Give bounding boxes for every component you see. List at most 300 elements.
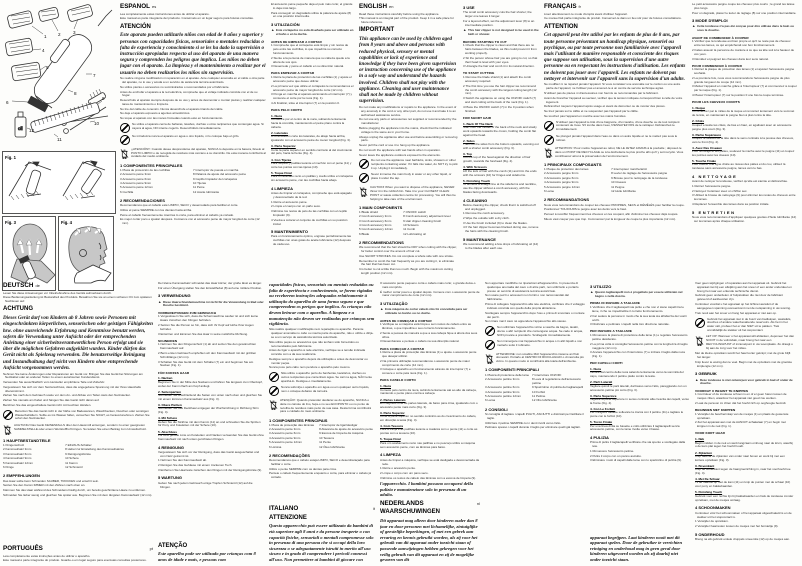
list-item: 3 Coloque o aparelho em funcionamento através do interruptor (7) e comece o corte pela nuca (Fig. 1). <box>380 367 471 376</box>
numbered-section-text: Para un acabado recto en patillas y cuello utilice el cortapelos sin accesorio peine, con las cuchillas hacia abajo. <box>271 174 354 183</box>
list-item: Diese Bedienungsanleitung ist Bestandteil des Produkts. Bewahren Sie sie an einem sicheren Ort zum späteren Nachlesen auf. <box>3 295 152 304</box>
col-english-2 <box>463 3 539 279</box>
before-cutting-heading: VORBEREITUNGEN ZUM GEBRAUCH <box>158 310 217 315</box>
list-item: No toque el aparato con las manos húmedas cuando esté en funcionamiento. <box>120 116 224 121</box>
numbered-section-text: Beginnen Sie in der Mitte des Nackens und fahren Sie langsam zum Oberkopf, wobei der Kamm flach am Kopf anliegt. <box>158 379 263 388</box>
cleaning-steps <box>590 441 690 464</box>
prohibition-text: Gebruik het apparaat niet in de buurt van badkuipen, wastafels, douches of andere waterbevattende reservoirs. Als het in het water valt, probeer het er dan NIET uit te pakken. Trek onmiddellijk de stekker uit het stopcontact. <box>707 316 792 333</box>
col-portuguese-2 <box>380 282 480 564</box>
use-heading: 3 MODE D'EMPLOI <box>692 18 728 24</box>
numbered-section-text: Cut the top of the head against the direction of hair growth, towards the forehead (Fig. 4). <box>463 155 531 164</box>
list-item: Utilize o pente SEMPRE com os dentes para cima. <box>269 466 337 471</box>
intro-notes <box>3 292 153 305</box>
numbered-section-title: 5. Abschluss <box>158 429 177 434</box>
list-item: 1 Nehmen Sie den Kammaufsatz ab. <box>158 458 208 463</box>
safety-notes <box>544 83 687 119</box>
recommendations-heading: 2 EMPFEHLUNGEN <box>3 473 40 479</box>
numbered-section-title: 3. Parte Superior <box>380 410 405 415</box>
cleaning-heading: 4 NETTOYAGE <box>692 174 738 180</box>
list-item: Nehmen Sie keine Änderungen oder Reparaturen am Gerät vor. Bringen Sie das Gerät bei Störungen am Netzkabel oder an anderen Teilen zu einem autorisierten Kundendienst. <box>3 371 143 380</box>
cleaning-heading: 4 LIMPEZA <box>380 452 401 458</box>
numbered-section-title: 4. Con Tijeras <box>271 157 292 162</box>
list-item: Vergewissern Sie sich vor dem Netzanschluss, dass die angegebene Spannung mit der Ihres Haushalts übereinstimmt. <box>3 384 141 393</box>
before-cutting-heading: AVANT DE COMMENCER À COUPER <box>692 35 749 40</box>
list-item: 8 Leva di regolazione dell'accessorio pettine <box>532 376 581 385</box>
list-item: Controleer vóór het schoonmaken of het apparaat uitgeschakeld is en de stekker uit het stopcontact is. <box>695 510 792 519</box>
components-list <box>120 169 266 195</box>
list-item: 12 Olio lubrificante <box>532 398 557 403</box>
col-dutch-1 <box>695 282 795 564</box>
numbered-section <box>590 394 690 406</box>
numbered-section-title: 4. Met De Schaar <box>695 477 720 482</box>
numbered-section-title: 1. Back Of The Neck <box>463 121 493 126</box>
warning-paragraph-continued: l'apparecchio. I bambini possono occuparsi della pulizia e manutenzione solo in presenza di un adulto. <box>380 481 473 498</box>
numbered-section-text: Corte a parte superior no sentido contrário ao do crescimento do cabelo, em direcção à testa (Fig. 4). <box>380 414 477 422</box>
list-item: 2 Accesorio peine 3mm <box>120 172 152 177</box>
intro-notes <box>120 13 266 22</box>
use-heading: 3 GEBRUIK <box>695 371 717 377</box>
list-item: 4 Vuelva a colocar el conjunto de cuchillas en su posición inicial. <box>271 217 348 226</box>
before-cutting-heading: BEFORE STARTING TO CUT <box>463 39 507 44</box>
warning-paragraph-continued: apparaat begrijpen. Laat kinderen nooit met dit apparaat spelen. Door de gebruiker te verrichten reiniging en onderhoud mag in geen geval door kinderen uitgevoerd worden als zij daarbij niet onder toezicht staan. <box>590 534 682 562</box>
list-item: 11 Peigne <box>611 184 625 189</box>
numbered-section <box>271 144 354 156</box>
prohibition-note <box>485 340 585 350</box>
short-hair-heading: PARA PELO CORTO <box>271 108 303 112</box>
numbered-section-text: Para um acabamento recto nas patilhas e no pescoço utilize a máquina sem acessório pente, com as lâminas para baixo. <box>380 440 476 449</box>
before-cutting-heading: PRIMA DI INIZIARE A TAGLIARE <box>590 301 641 306</box>
list-item: Ziehen Sie niemals am Kabel und hängen Sie das Gerät nicht daran auf. <box>3 398 100 403</box>
list-item: Vergewissern Sie sich vor der Reinigung, dass das Gerät ausgeschaltet und vom Netz getrennt ist. <box>158 449 260 458</box>
language-header-en <box>359 3 458 11</box>
col-spanish-2 <box>271 3 354 279</box>
list-item: This manual is an integral part of the product. Keep it in a safe place for future reference. <box>359 16 454 25</box>
list-item: 2 Na primeira utilização recomendamos o acessório pente de maior comprimento de corte (12 mm). <box>380 358 470 367</box>
prohibition-note <box>359 159 458 171</box>
clipper-drawing <box>27 10 112 112</box>
use-note-text: Questo tagliacapelli non è progettato per essere utilizzato nel bagno o nella doccia. <box>594 290 683 299</box>
start-cutting-steps <box>463 76 539 114</box>
list-item: 9 Escova de limpeza da máquina <box>319 431 364 436</box>
numbered-section-title: 3. Bovenkant <box>695 463 715 468</box>
start-cutting-steps <box>158 343 264 369</box>
figure-3-drawing <box>3 217 55 285</box>
list-item: 7 ON/OFF switch <box>403 209 427 214</box>
list-item: 12 Schmieröl <box>65 465 83 470</box>
list-item: 2 La première fois, nous vous recommandons l'accessoire peigne de plus grande longueur de coupe (12 mm). <box>692 75 790 84</box>
warning-heading: IMPORTANT <box>359 27 395 34</box>
numbered-section-text: Til de haarlok op met de kam (11) en knip de punten met de schaar (10) voor pony en bakkebaarden. <box>695 480 791 489</box>
numbered-section <box>158 376 264 388</box>
numbered-section-title: 5. Toque Final <box>271 170 292 175</box>
list-item: 3 Eliminare i resti di capelli dalle lame con lo spazzolino di pulizia (9). <box>590 458 682 463</box>
cleaning-steps <box>158 451 264 474</box>
use-warning-note <box>271 29 354 37</box>
list-item: 2 Accessoire peigne 3mm <box>544 171 579 176</box>
list-item: Use SHORT STROKES. Do not complete a whole side with one stroke. <box>359 253 454 258</box>
numbered-section-text: Commencez par le milieu de la nuque et remontez lentement vers le sommet de la tête, en maintenant le peigne bien à plat contre la tête. <box>692 109 795 118</box>
list-item: 10 Tijeras <box>192 180 206 185</box>
prohibition-note <box>359 173 458 183</box>
components-heading: 1 PRINCIPAUX COMPOSANTS <box>544 161 602 167</box>
prohibition-text: Não utilize o aparelho perto de banheiras, lavatórios, duches ou outros recipientes que contenham água. Se cair na água, NÃO tente apanhá-lo. Desligue-o imediatamente. <box>281 371 373 384</box>
list-item: 2 Reinigen Sie das Gehäuse mit einem trockenen Tuch. <box>158 463 233 468</box>
numbered-section-title: 2. Côtés <box>692 119 705 124</box>
weee-text: ACHTUNG! Das Gerät KEINESFALLS über den Hausmüll entsorgen, sondern zu einer geeigneten SAMMELSTELLE oder einem Wertstoffhof bringen. So leisten Sie einen Beitrag zum Umweltschutz. <box>14 422 147 431</box>
list-item: Setzen Sie den Kamm IMMER mit den Zähnen nach oben an. <box>3 483 86 488</box>
components-heading: 1 HAUPTBESTANDTEILE <box>3 437 51 443</box>
list-item: 1 Rimuovere l'accessorio pettine. <box>590 449 635 454</box>
before-cutting-steps <box>158 315 264 337</box>
list-item: 4 If the hair clipper becomes blocked during use, remove the hairs with the cleaning brush. <box>463 225 539 234</box>
list-item: 1 Retire o acessório pente. <box>380 466 416 471</box>
list-item: 2 Far sedere la persona in modo che la sua testa sia all'altezza dei vostri occhi. <box>590 313 687 322</box>
short-hair-heading: FÜR KURZES HAAR <box>158 370 190 375</box>
language-code: en <box>389 4 394 9</box>
col-italian-2 <box>590 282 690 564</box>
prohibition-text: No introduzca nunca el aparato en agua u otro líquido, ni lo coloque bajo el grifo. <box>132 134 240 139</box>
continuation-notes <box>463 11 539 28</box>
numbered-section <box>271 114 354 130</box>
recommendations-list <box>485 413 585 431</box>
list-item: 1 Placca di protezione delle lame <box>485 372 530 377</box>
list-item: 3 Districare e pettinare i capelli nella loro direzione naturale. <box>590 322 670 327</box>
list-item: 1 Retirez la plaque de protection des lames (1) et ajustez l'accessoire peigne souhaité. <box>692 67 795 76</box>
list-item: 2 Verwijder haarresten tussen de mesjes met het borsteltje (9). <box>695 523 779 528</box>
list-item: N'utilisez pas de pièces ni d'accessoires non fournis ou recommandés par le fabricant. <box>544 91 659 96</box>
short-hair-sections <box>463 120 539 195</box>
language-header-pt <box>3 545 153 553</box>
numbered-section-text: Gebruik voor een rechte lijn bij bakkebaarden en hals de tondeuse zonder opzetkam, met de mesjes omlaag. <box>695 493 794 502</box>
no-water-icon <box>544 121 554 131</box>
short-hair-heading: FOR SHORT HAIR <box>463 115 492 120</box>
list-item: Débranchez toujours l'appareil après usage et avant de démonter ou de monter des pièces. <box>544 104 666 109</box>
list-item: No realice ninguna modificación ni reparación en el aparato. Ante cualquier anomalía en el cable u otra parte del aparato, no lo use y acuda a un servicio de asistencia técnica autorizado. <box>120 76 265 85</box>
continuation-notes <box>380 282 480 299</box>
warning-paragraph: Dieses Gerät darf von Kindern ab 8 Jahren sowie Personen mit eingeschränkten körperlichen, sensorischen oder geistigen Fähigkeiten bzw. ohne ausreichende Erfahrung und Kenntnisse benutzt werden, sofern die Verwendung unter Aufsicht oder der entsprechenden Anleitung einer sicherheitsverantwortlichen Person erfolgt und sie über die möglichen Gefahren aufgeklärt wurden. Kinder dürfen das Gerät nicht als Spielzeug verwenden. Die benutzerseitige Reinigung und Instandhaltung darf nicht von Kindern ohne entsprechende Aufsicht vorgenommen werden. <box>3 315 153 371</box>
callout-3: 3 <box>73 30 76 35</box>
list-item: 7 EIN/AUS-Schalter <box>65 443 92 448</box>
list-item: 3 Entfernen Sie Haarreste zwischen den Klingen mit der Reinigungsbürste (9). <box>158 467 263 472</box>
numbered-section-text: Corte la parte superior en sentido contrario al del crecimiento del pelo, hacia la frente (Fig. 4). <box>271 147 353 156</box>
list-item: 2 Limpe o corpo com um pano seco. <box>380 470 429 475</box>
recommendations-heading: 2 CONSIGLI <box>485 406 508 412</box>
numbered-section <box>590 420 690 432</box>
list-item: Do not use any parts or accessories not supplied or recommended by the manufacturer. <box>359 117 457 126</box>
list-item: Non tirare mai il cavo né appendere l'apparecchio allo stesso. <box>485 319 567 324</box>
callout-10: 10 <box>94 121 100 126</box>
numbered-section-title: 5. Finishing Touch <box>463 178 491 183</box>
figure-3-label: Fig. 3 <box>5 220 16 225</box>
numbered-section-text: Tagliare quindi le parti laterali, dal basso verso l'alto, pareggiando con un accessorio pettine più corto (Fig. 3). <box>590 383 687 392</box>
warning-heading: WAARSCHUWINGEN <box>380 509 440 516</box>
numbered-section-title: 3. Top <box>463 152 472 157</box>
list-item: Utilice el peine SIEMPRE con los dientes hacia arriba. <box>120 207 193 212</box>
list-item: Nunca puxe pelo cabo nem pendure o aparelho pelo mesmo. <box>269 365 351 370</box>
list-item: Gebruik geen onderdelen of hulpstukken die niet door de fabrikant geleverd of aanbevolen zijn. <box>695 293 783 302</box>
list-item: 1 Retire a placa de protecção das lâminas (1) e ajuste o acessório pente que desejar utilizar. <box>380 350 477 359</box>
list-item: 11 Kamm <box>65 460 78 465</box>
use-note-text: Diese Haarschneidemaschine ist nicht für die Verwendung in Bad oder Dusche bestimmt. <box>162 299 264 308</box>
portuguese-warning-start <box>158 541 264 564</box>
no-immersion-icon <box>485 340 495 350</box>
start-cutting-heading: PARA COMEÇAR A CORTAR <box>380 346 425 351</box>
numbered-section-title: 3. Obere Partien <box>158 403 182 407</box>
prohibition-text: Never immerse the main body in water or any other liquid, or place it under the tap. <box>371 172 452 181</box>
recommendations-heading: 2 RECOMENDACIONES <box>120 198 165 204</box>
list-item: Voer geen wijzigingen of reparaties aan het apparaat uit. Gebruik het apparaat niet bij een afwijking aan het snoer of een ander onderdeel en breng het naar een erkende technische dienst. <box>695 282 792 293</box>
numbered-section <box>380 411 480 423</box>
weee-note <box>695 335 795 351</box>
warning-paragraph: Dit apparaat mag alleen door kinderen ouder dan 8 jaar en door personen met lichamelijke, zintuiglijke of geestelijke beperkingen, of met een gebrek aan ervaring en kennis gebruikt worden, als zij voor het gebruik van dit apparaat onder toezicht staan of passende aanwijzingen hebben gekregen voor het veilig gebruik van dit apparaat en zij de mogelijke gevaren van dit <box>380 518 478 563</box>
language-header-nl <box>380 500 480 508</box>
list-item: Nous vous recommandons d'appliquer quelques gouttes d'huile lubrifiante (12) sur les lames après chaque utilisation. <box>692 214 797 223</box>
safety-notes <box>269 328 375 371</box>
list-item: Pensez à recoiffer fréquemment les cheveux en les coupant, afin d'éliminer les cheveux déjà coupés. <box>544 211 679 216</box>
list-item: Scollegare sempre l'apparecchio dopo l'uso e prima di smontare o montare dei pezzi. <box>485 310 585 319</box>
bottom-language-columns <box>3 282 795 564</box>
numbered-section-title: 1. Nuque <box>692 106 706 111</box>
no-immersion-icon <box>269 386 279 396</box>
numbered-section <box>158 430 264 442</box>
figure-4-panel <box>58 216 114 291</box>
list-item: Recomendamos que o cabelo esteja LIMPO, SECO e desembaraçado para facilitar o corte. <box>269 458 370 467</box>
start-cutting-steps <box>692 68 797 98</box>
list-item: Leia completamente estas instruções antes de utilizar o aparelho. <box>3 553 91 558</box>
before-cutting-steps <box>271 44 354 70</box>
recommendations-list <box>3 480 153 499</box>
numbered-section <box>158 403 264 415</box>
list-item: Breng na elk gebruik enkele druppels smeerolie (12) op de mesjes aan. <box>695 536 790 541</box>
numbered-section-text: Coupez ensuite les côtés, de bas en haut, en égalisant avec un accessoire peigne plus court (Fig. 3). <box>692 122 792 131</box>
weee-text: CAUTION! When you want to dispose of the appliance, NEVER throw it in the rubbish bin. Take it to your CLOSEST CLEAN POINT or waste collection centre for processing. You will thus be helping to take care of the environment. <box>370 184 456 201</box>
col-spanish-1 <box>120 3 266 279</box>
short-hair-sections <box>695 436 795 503</box>
intro-notes <box>359 13 458 26</box>
list-item: The small comb accessory cuts the hair shorter; the larger one leaves it longer. <box>463 10 532 19</box>
list-item: No tire del cable de conexión. Nunca desenchufe el aparato tirando del cable. <box>120 106 224 111</box>
numbered-section-title: 3. Parte Superiore <box>590 393 617 398</box>
use-heading: 3 UTILIZACIÓN <box>271 22 300 28</box>
components-list <box>3 444 153 470</box>
use-warning-note <box>158 301 264 309</box>
warning-heading: ATTENTION <box>544 23 578 30</box>
list-item: Never pull the cord or use it to hang up the appliance. <box>359 143 431 148</box>
numbered-section-title: 2. Parti Laterali <box>590 380 613 385</box>
numbered-section-title: 5. Tocco Finale <box>590 420 613 425</box>
list-item: 3 Avviare l'apparecchio con l'interruttore (7) e iniziare il taglio dalla nuca (Fig. 1). <box>590 350 685 359</box>
language-header-de <box>3 282 153 290</box>
list-item: 4 Accessoire peigne 9mm <box>544 180 579 185</box>
language-header-fr <box>544 3 687 11</box>
list-item: 3 Utilisez la brosse de nettoyage (9) pour éliminer les restes de cheveux entre les lames. <box>692 193 796 202</box>
list-item: 5 Comb accessory 12mm <box>359 227 394 232</box>
list-item: 4 Al finalizar, sitúe el interruptor (7) en la posición 0. <box>271 100 340 105</box>
numbered-section <box>463 179 539 195</box>
warning-triangle-icon: ▲ <box>271 28 275 33</box>
numbered-section-text: Para a franja e as patilhas levante a madeixa com o pente (11) e corte as pontas com a tesoura (10). <box>380 427 478 436</box>
numbered-section-title: 4. Avec Des Ciseaux <box>692 145 722 150</box>
list-item: Ne modifiez ni ne réparez jamais l'appareil. Si vous constatez une anomalie sur le cordon ou une autre partie de l'appareil, ne l'utilisez pas et amenez-le à un centre de service technique agréé. <box>544 82 681 91</box>
list-item: Do not make any modifications or repairs to the appliance. In the event of any anomaly in the cord or any other part, do not use it and take it to an authorised assistance service. <box>359 104 457 117</box>
list-item: Positionnez TOUJOURS le peigne avec les dents vers le haut. <box>544 207 627 212</box>
use-note-text: Este cortapelos no está diseñado para ser utilizado en el baño o en la ducha. <box>275 28 354 37</box>
illustration-column <box>2 4 116 291</box>
list-item: 1 Klingenschutz <box>3 443 25 448</box>
maintenance-notes <box>463 243 539 252</box>
list-item: Remember to comb the hair frequently as you are cutting it, to eliminate the hair that has been cut. <box>359 258 455 267</box>
figure-3-panel <box>2 216 56 291</box>
list-item: Ziehen Sie nach dem Gebrauch sowie vor dem An- und Abbau von Teilen stets den Netzstecker. <box>3 393 131 398</box>
numbered-section-text: Para flequillo y patillas levante el mechón con el peine (11) y corte las puntas con las tijeras (10). <box>271 160 352 169</box>
portuguese-section-start <box>3 545 153 564</box>
weee-note <box>485 353 585 365</box>
numbered-section-text: Für eine gerade Linie an Koteletten und Nacken verwenden Sie das Gerät ohne Kammaufsatz mit nach unten gerichteten Klingen. <box>158 432 264 441</box>
list-item: 3 Elimine los restos de pelo de las cuchillas con el cepillo limpiador (9). <box>271 209 348 217</box>
list-item: 3 Entwirren und kämmen Sie das Haar in seine natürliche Richtung. <box>158 331 249 336</box>
list-item: 6 Blade <box>359 231 370 236</box>
dutch-section-start <box>380 481 480 564</box>
cleaning-heading: 4 REINIGUNG <box>158 444 185 450</box>
numbered-section <box>695 477 795 489</box>
numbered-section-title: 5. Toque Final <box>380 437 401 442</box>
list-item: 1 Plaque de protection des lames <box>544 167 589 172</box>
numbered-section-text: Schneiden Sie anschließend die Seiten von unten nach oben und gleichen Sie mit einem kürzeren Kammaufsatz aus (Fig. 3). <box>158 393 263 401</box>
language-name: ITALIANO <box>269 504 299 512</box>
numbered-section <box>380 398 480 410</box>
numbered-section-title: 3. Parte Superior <box>271 144 296 149</box>
before-cutting-steps <box>695 393 795 406</box>
cleaning-steps <box>380 459 480 482</box>
list-item: 9 Cepillo limpiador del cortapelos <box>192 176 238 181</box>
list-item: Ne tirez jamais sur le câble et ne suspendez pas l'appareil par le câble. <box>544 109 639 113</box>
callout-1: 1 <box>44 34 47 39</box>
list-item: Met de kleine opzetkam wordt het haar korter geknipt; met de grote blijft het langer. <box>695 351 791 360</box>
continuation-notes <box>692 3 797 16</box>
list-item: Para conseguir un degradado utilice la palanca de ajuste (8) en una posición intermedia. <box>271 10 352 19</box>
list-item: 1 Nehmen Sie den Klingenschutz (1) ab und setzen Sie den gewünschten Kammaufsatz auf. <box>158 342 257 351</box>
list-item: 8 Comb accessory adjustment lever <box>403 214 451 219</box>
use-note-text: Deze tondeuse is niet ontworpen voor gebruik in bad of onder de douche. <box>699 377 793 386</box>
numbered-section-title: 5. Finishing Touch <box>695 490 723 495</box>
no-water-icon <box>3 410 13 420</box>
recommendations-heading: 2 RECOMMANDATIONS <box>544 197 590 203</box>
list-item: 3 Untangle the hair and comb it in its natural direction. <box>463 64 535 69</box>
list-item: Le petit accessoire peigne coupe les cheveux plus courts ; le grand les laisse plus longs. <box>692 3 795 10</box>
use-heading: 3 VERWENDUNG <box>158 293 191 299</box>
list-item: Lisez attentivement ce mode d'emploi avant d'utiliser l'appareil. <box>544 11 628 16</box>
list-item: Before cleaning the clipper, check that it is switched off and unplugged. <box>463 202 536 211</box>
prohibition-text: N'utilisez pas l'appareil à côté d'une baignoire, d'un lavabo, d'une douche ou de tout récipient contenant de l'eau. S'il tombe dans l'eau, N'ESSAYEZ PAS de le rattraper. Débranchez-le immédiatement. <box>556 119 680 132</box>
numbered-section-text: A continuación corte los laterales, de abajo hacia arriba, igualando con el accesorio peine de menor longitud (Fig. 3). <box>271 134 351 143</box>
list-item: Recomendamos que el cabello esté LIMPIO, SECO y desenredado para facilitar el corte. <box>120 203 239 208</box>
numbered-section-text: Comience por el centro de la nuca, subiendo lentamente hacia la coronilla, manteniendo el peine plano contra la cabeza. <box>271 117 347 129</box>
list-item: El accesorio peine pequeño deja el pelo más corto; el grande lo deja más largo. <box>271 3 353 10</box>
weee-note <box>120 148 266 160</box>
figure-1-label: Fig. 1 <box>5 155 16 160</box>
list-item: 3 Elimine os restos de cabelo das lâminas com a escova de limpeza (9). <box>380 475 477 480</box>
list-item: 2 La primera vez que utilice el cortapelos le recomendamos el accesorio peine de mayor longitud de corte (12 mm). <box>271 83 354 92</box>
prohibition-text: Benutzen Sie das Gerät nicht in der Nähe von Badewannen, Waschbecken, Duschen oder sonstigen Wasserbehältern. Sollte es ins Wasser fallen, versuchen Sie NICHT, es herauszunehmen. Ziehen Sie sofort den Netzstecker. <box>15 408 150 421</box>
maintenance-heading: 5 ENTRETIEN <box>692 209 736 215</box>
numbered-section <box>463 152 539 164</box>
list-item: Antes de ligar o aparelho à rede eléctrica, verifique se a tensão indicada coincide com a da sua residência. <box>269 348 366 357</box>
start-cutting-heading: BEGINNEN MET KNIPPEN <box>695 408 736 413</box>
list-item: 4 Accesorio peine 9mm <box>120 180 152 185</box>
no-water-icon <box>120 123 130 133</box>
weee-bin-icon <box>359 186 368 197</box>
use-warning-note <box>590 291 690 299</box>
short-hair-heading: PER CAPELLI CORTI <box>590 361 623 366</box>
continuation-notes <box>271 3 354 20</box>
callout-7: 7 <box>93 73 96 78</box>
numbered-section-text: Pour obtenir une ligne droite au niveau des pattes et du cou, utilisez la tondeuse sans accessoire peigne, lames vers le bas. <box>692 162 786 171</box>
list-item: 3 Use the brush included (9) to clean the blades. <box>463 220 528 225</box>
short-hair-sections <box>692 105 797 172</box>
warning-triangle-icon: ▲ <box>158 299 162 304</box>
list-item: Non apportare modifiche né riparazioni all'apparecchio. In presenza di qualunque anomalia del cavo o di altre parti, non utilizzarlo e portarlo presso un servizio di assistenza tecnica autorizzato. <box>485 282 579 293</box>
weee-note <box>359 186 458 202</box>
figure-row <box>2 214 116 291</box>
intro-notes <box>3 555 153 564</box>
numbered-section-title: 2. Sides <box>463 138 475 143</box>
list-item: 6 Lama <box>485 398 496 403</box>
list-item: 7 Interruptor de puesta en marcha <box>192 167 239 172</box>
maintenance-notes <box>695 538 795 543</box>
cleaning-heading: 4 SCHOONMAKEN <box>695 505 731 511</box>
warning-triangle-icon: ▲ <box>695 377 699 382</box>
use-warning-note <box>695 379 795 387</box>
list-item: Utilizzare il pettine SEMPRE con i denti rivolti verso l'alto. <box>485 420 562 425</box>
list-item: 9 Hair clipper cleaning brush <box>403 218 442 223</box>
list-item: 8 Palanca de ajuste del accesorio peine <box>192 172 247 177</box>
components-list <box>485 374 585 404</box>
list-item: 2 Laat de persoon zo zitten dat het hoofd zich op ooghoogte bevindt. <box>695 401 787 405</box>
list-item: Schneiden Sie lieber wenig und gleichen Sie später aus. Beginnen Sie mit dem längsten Kammaufsatz (12 mm). <box>3 492 153 497</box>
col-french-1 <box>544 3 687 279</box>
list-item: 3 Démêlez et peignez les cheveux dans leur sens naturel. <box>692 56 769 61</box>
list-item: Pour un dégradé, placez le levier de réglage (8) sur une position intermédiaire. <box>692 10 797 15</box>
list-item: 1 Check that the clipper is clean and that there are no hairs between the blades, as this could prevent it from working properly. <box>463 43 537 56</box>
safety-notes <box>485 282 585 325</box>
list-item: 2 Wipe the outside with a dry cloth. <box>463 216 510 221</box>
weee-text: ATTENTION ! Pour mettre l'appareil au rebut, NE LE JETEZ JAMAIS à la poubelle ; déposez-le dans un POINT DE RECYCLAGE ou à la déchetterie la plus proche afin qu'il y soit recyclé. Vous contribuerez ainsi à la préservation de l'environnement. <box>555 145 684 158</box>
list-item: Desligue sempre o aparelho depois da utilização e antes de desmontar ou montar peças. <box>269 356 368 365</box>
no-water-icon <box>359 159 369 169</box>
numbered-section <box>158 416 264 428</box>
before-cutting-steps <box>463 44 539 70</box>
numbered-section <box>463 139 539 151</box>
weee-bin-icon <box>120 148 129 159</box>
language-name: NEDERLANDS <box>380 499 424 507</box>
callout-5: 5 <box>46 65 49 70</box>
numbered-section-title: 4. Mit Schere <box>158 416 178 421</box>
start-cutting-steps <box>380 351 480 377</box>
list-item: 5 Acessório pente 12mm <box>269 440 303 445</box>
list-item: 4 Place the ON/OFF switch (7) in the 0 position when finished. <box>463 104 534 113</box>
list-item: Antes de limpar a máquina, verifique se está desligada e desconectada da rede. <box>380 457 480 466</box>
safety-notes <box>695 282 795 316</box>
short-hair-sections <box>158 375 264 442</box>
list-item: 2 La prima volta si consiglia l'accessorio pettine con la lunghezza di taglio maggiore (12 mm). <box>590 341 688 350</box>
weee-bin-icon <box>485 353 494 364</box>
numbered-section-text: Comece pelo centro da nuca, subindo lentamente até ao alto da cabeça, mantendo o pente plano contra a cabeça. <box>380 387 477 396</box>
numbered-section-text: Knip daarna de zijkanten van onder naar boven en werk bij met een kortere opzetkam (Fig. 3). <box>695 453 785 462</box>
list-item: Este manual es parte integrante del producto. Consérvelo en un lugar seguro para futuras consultas. <box>120 16 254 21</box>
numbered-section <box>695 437 795 449</box>
use-warning-note <box>463 29 539 37</box>
weee-text: ¡¡ATENCIÓN!!: Cuando desee desprenderse del aparato, NUNCA lo deposite en la basura, llévelo al PUNTO LIMPIO o de recogida de residuos más cercano a su domicilio. De esta manera contribuirá al cuidado del medio ambiente. <box>131 146 266 159</box>
